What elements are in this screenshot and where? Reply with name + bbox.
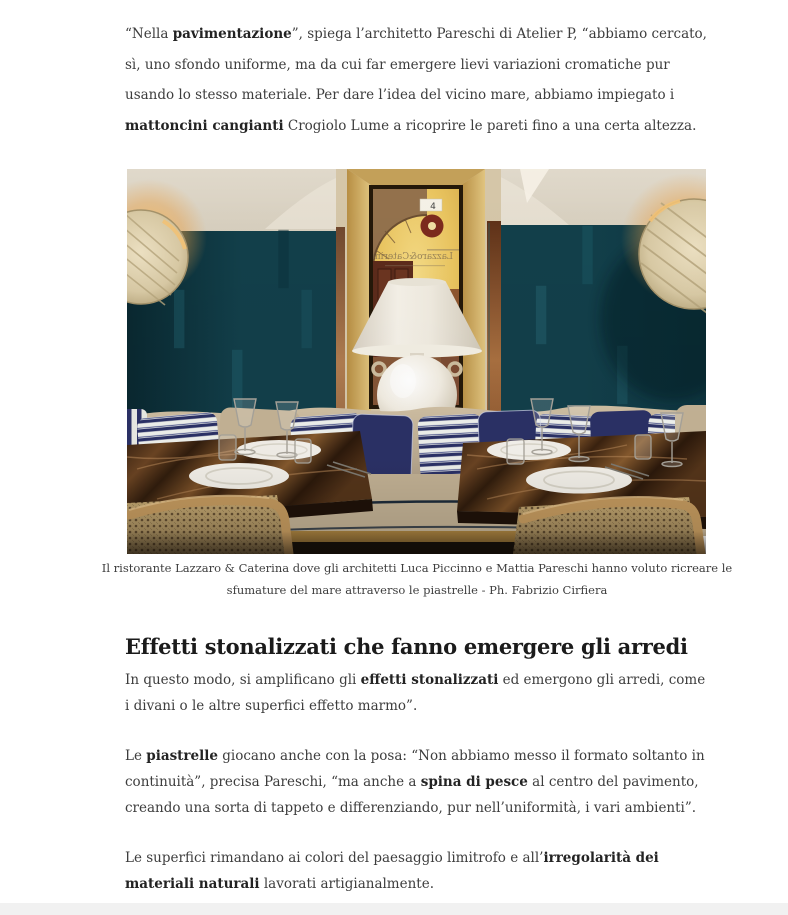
section-heading: Effetti stonalizzati che fanno emergere gli arredi bbox=[125, 634, 688, 659]
photo-caption: Il ristorante Lazzaro & Caterina dove gli architetti Luca Piccinno e Mattia Pareschi hanno voluto ricreare le sfumature del mare attraverso le piastrelle - Ph. Fabrizio Cirfiera bbox=[101, 561, 733, 597]
restaurant-photo bbox=[127, 169, 706, 554]
restaurant-photo-figure bbox=[101, 169, 733, 601]
article-body bbox=[101, 0, 733, 915]
body-paragraph: Le piastrelle giocano anche con la posa: “Non abbiamo messo il formato soltanto in continuità”, precisa Pareschi, “ma anche a spina di pesce al centro del pavimento, creando una sorta di tappeto e differenziando, pur nell’uniformità, i vari ambienti”. bbox=[125, 748, 705, 816]
body-paragraph: Le superfici rimandano ai colori del paesaggio limitrofo e all’irregolarità dei materiali naturali lavorati artigianalmente. bbox=[125, 850, 659, 892]
body-paragraph: In questo modo, si amplificano gli effetti stonalizzati ed emergono gli arredi, come i divani o le altre superfici effetto marmo”. bbox=[125, 672, 706, 714]
intro-paragraph: “Nella pavimentazione”, spiega l’architetto Pareschi di Atelier P, “abbiamo cercato, sì, uno sfondo uniforme, ma da cui far emergere lievi variazioni cromatiche pur usando lo stesso materiale. Per dare l’idea del vicino mare, abbiamo impiegato i mattoncini cangianti Crogiolo Lume a ricoprire le pareti fino a una certa altezza. bbox=[125, 26, 707, 134]
next-section-band bbox=[0, 903, 788, 915]
